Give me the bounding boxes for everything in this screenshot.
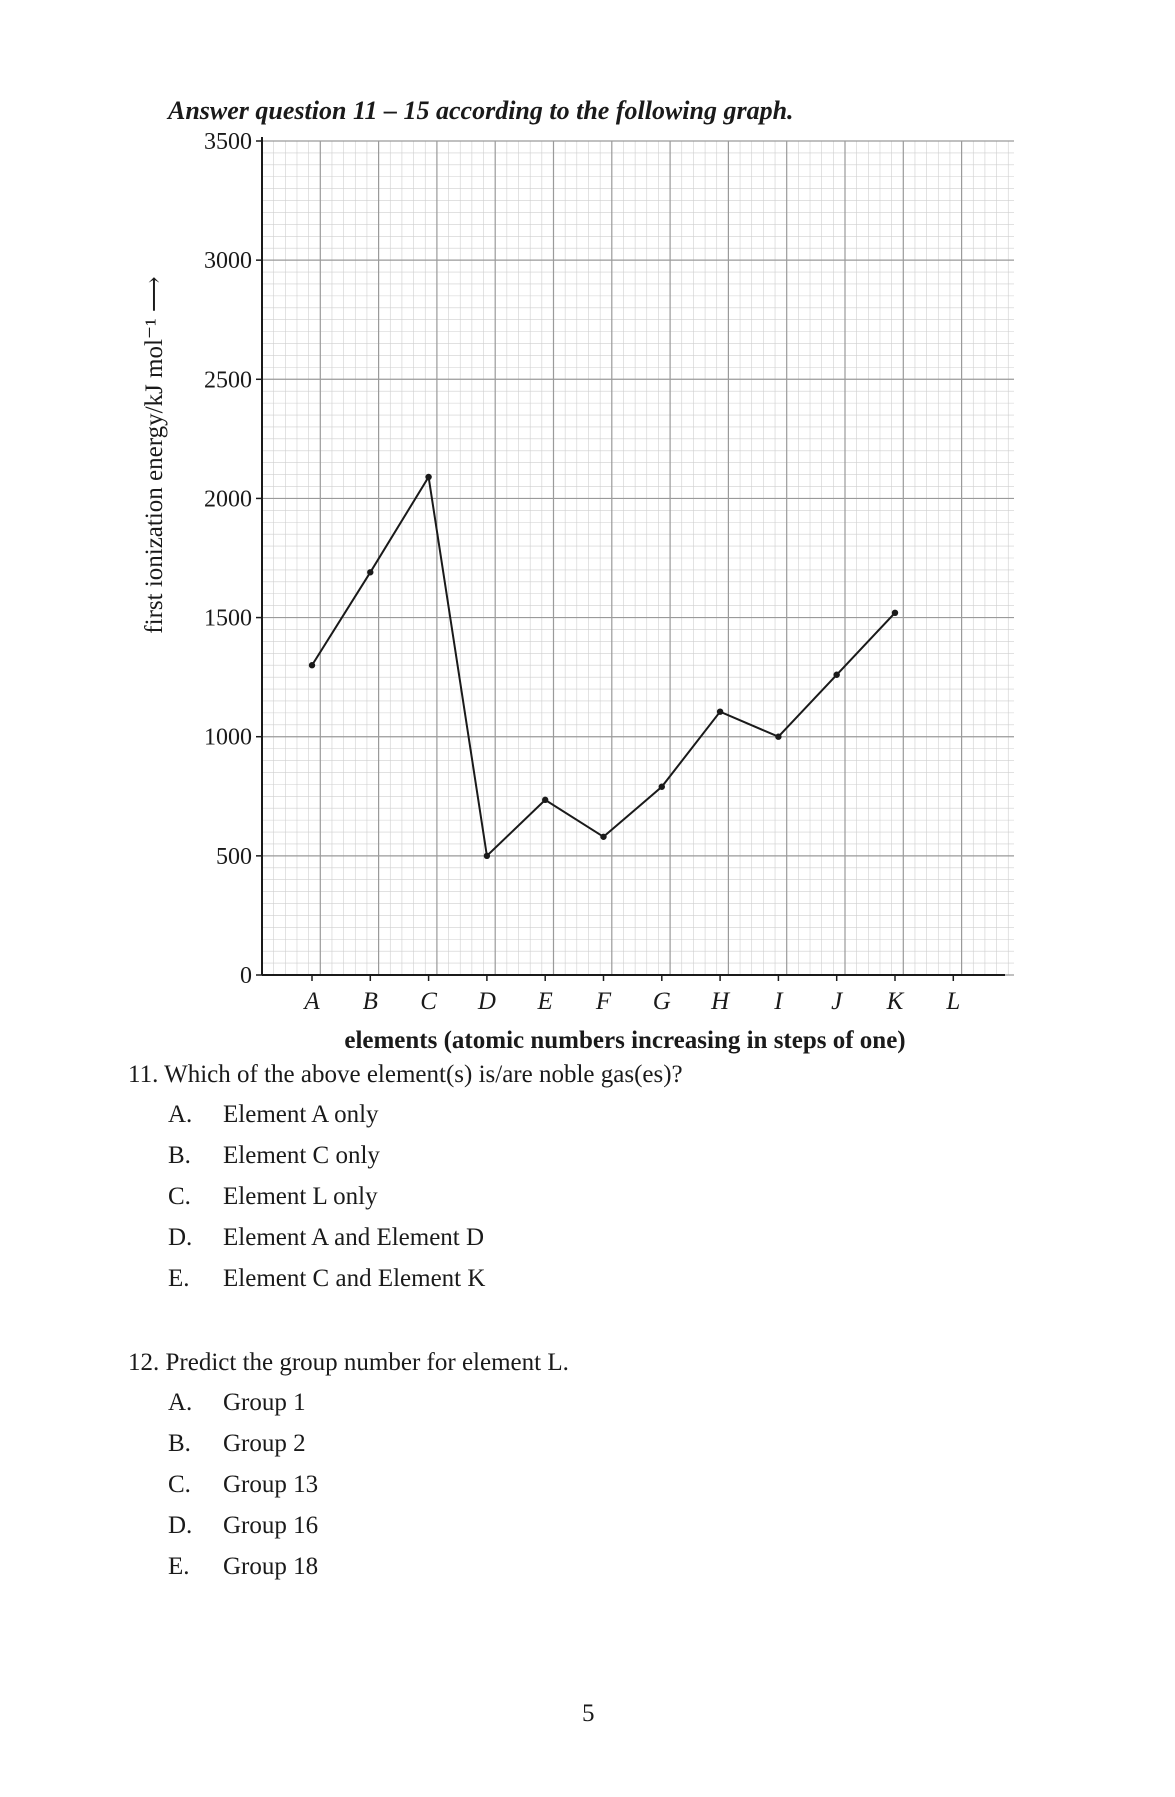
x-tick-label: G bbox=[652, 988, 671, 1015]
option-letter: E. bbox=[168, 1553, 190, 1580]
x-tick-label: I bbox=[774, 988, 783, 1015]
option-letter: D. bbox=[168, 1224, 193, 1251]
data-point bbox=[484, 853, 490, 859]
data-point bbox=[425, 474, 431, 480]
x-tick-label: H bbox=[711, 988, 730, 1015]
x-tick-label: L bbox=[946, 988, 961, 1015]
option-text: Element C and Element K bbox=[223, 1265, 486, 1292]
option-letter: B. bbox=[168, 1430, 191, 1457]
option-text: Element C only bbox=[223, 1142, 380, 1169]
page-number: 5 bbox=[582, 1700, 595, 1727]
y-axis-label: first ionization energy/kJ mol⁻¹ ⟶ bbox=[141, 276, 168, 634]
question-11-text: 11. Which of the above element(s) is/are noble gas(es)? bbox=[128, 1061, 683, 1088]
y-tick-label: 1500 bbox=[204, 605, 252, 632]
chart-grid-minor bbox=[262, 141, 1014, 975]
option-letter: A. bbox=[168, 1389, 193, 1416]
option-letter: A. bbox=[168, 1101, 193, 1128]
x-tick-label: B bbox=[362, 988, 378, 1015]
option-letter: C. bbox=[168, 1471, 191, 1498]
data-point bbox=[542, 797, 548, 803]
data-point bbox=[717, 708, 723, 714]
option-letter: B. bbox=[168, 1142, 191, 1169]
y-tick-label: 2000 bbox=[204, 486, 252, 513]
y-tick-label: 1000 bbox=[204, 724, 252, 751]
x-tick-label: C bbox=[420, 988, 437, 1015]
y-tick-label: 2500 bbox=[204, 367, 252, 394]
option-text: Group 2 bbox=[223, 1430, 306, 1457]
question-12-text: 12. Predict the group number for element L. bbox=[128, 1349, 569, 1376]
x-tick-label: K bbox=[886, 988, 904, 1015]
data-point bbox=[659, 784, 665, 790]
option-letter: D. bbox=[168, 1512, 193, 1539]
option-text: Group 16 bbox=[223, 1512, 319, 1539]
chart-y-ticks bbox=[204, 129, 262, 989]
option-letter: C. bbox=[168, 1183, 191, 1210]
data-point bbox=[775, 734, 781, 740]
x-tick-label: J bbox=[831, 988, 843, 1015]
data-point bbox=[600, 834, 606, 840]
y-tick-label: 3000 bbox=[204, 248, 252, 275]
x-axis-label: elements (atomic numbers increasing in steps of one) bbox=[344, 1027, 906, 1054]
x-tick-label: E bbox=[537, 988, 553, 1015]
option-text: Element L only bbox=[223, 1183, 378, 1210]
x-tick-label: D bbox=[477, 988, 496, 1015]
data-point bbox=[367, 569, 373, 575]
option-text: Group 18 bbox=[223, 1553, 319, 1580]
option-text: Group 1 bbox=[223, 1389, 306, 1416]
y-tick-label: 0 bbox=[240, 963, 252, 989]
data-point bbox=[834, 672, 840, 678]
option-text: Element A and Element D bbox=[223, 1224, 485, 1251]
x-tick-label: A bbox=[304, 988, 320, 1015]
option-letter: E. bbox=[168, 1265, 190, 1292]
data-point bbox=[892, 610, 898, 616]
y-tick-label: 3500 bbox=[204, 129, 252, 155]
series-line bbox=[312, 477, 895, 856]
chart-axes bbox=[262, 137, 1005, 975]
chart-x-ticks bbox=[302, 975, 960, 1015]
option-text: Group 13 bbox=[223, 1471, 319, 1498]
x-tick-label: F bbox=[595, 988, 612, 1015]
instruction-heading: Answer question 11 – 15 according to the following graph. bbox=[168, 96, 794, 125]
option-text: Element A only bbox=[223, 1101, 379, 1128]
data-point bbox=[309, 662, 315, 668]
y-tick-label: 500 bbox=[216, 843, 252, 870]
